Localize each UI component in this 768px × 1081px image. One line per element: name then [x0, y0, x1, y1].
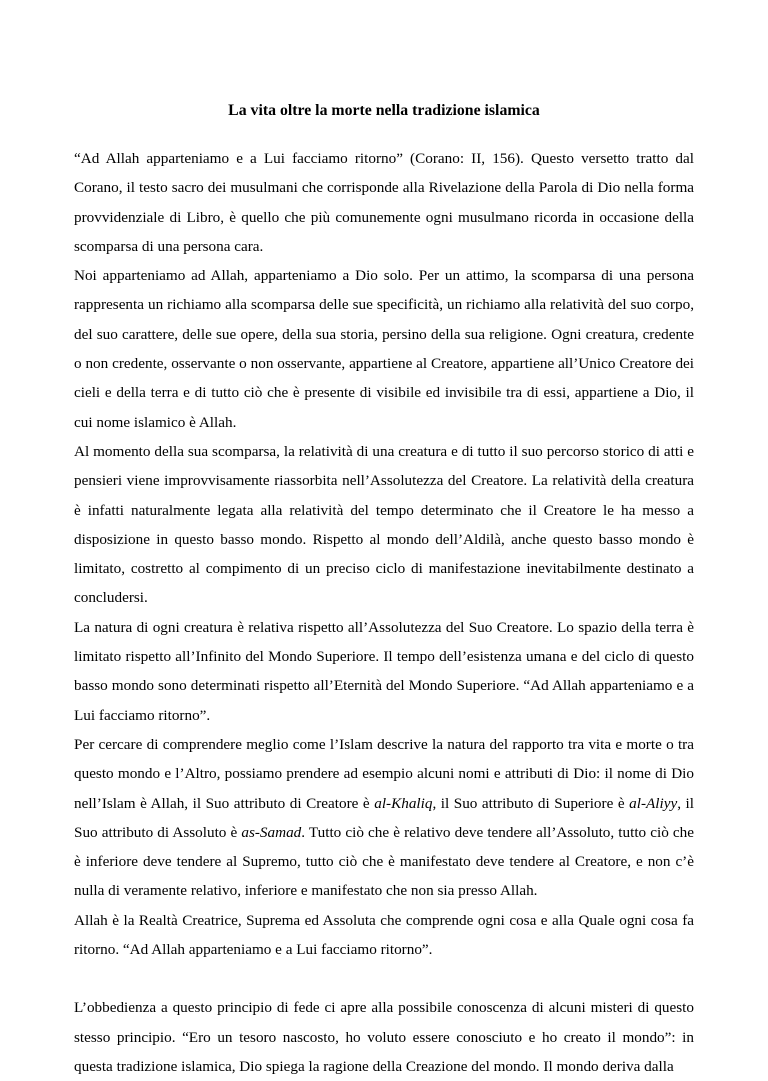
paragraph: [74, 993, 694, 1081]
paragraph: [74, 906, 694, 965]
italic-term: al-Khaliq: [374, 794, 433, 812]
document-page: [74, 96, 694, 1081]
text-run: Noi apparteniamo ad Allah, apparteniamo a Dio solo. Per un attimo, la scomparsa di una persona rappresenta un richiamo alla scomparsa delle sue specificità, un richiamo alla relatività del suo corpo, del suo carattere, delle sue opere, della sua storia, persino della sua religione. Ogni creatura, credente o non credente, osservante o non osservante, appartiene al Creatore, appartiene all’Unico Creatore dei cieli e della terra e di tutto ciò che è presente di visibile ed invisibile tra di essi, appartiene a Dio, il cui nome islamico è Allah.: [74, 267, 694, 431]
text-run: , il Suo attributo di Superiore è: [432, 794, 630, 812]
text-run: . Tutto ciò che è relativo deve tendere all’Assoluto, tutto ciò che è inferiore deve tendere al Supremo, tutto ciò che è manifestato deve tendere al Creatore, e non c’è nulla di veramente relativo, inferiore e manifestato che non sia presso Allah.: [74, 823, 694, 900]
text-run: L’obbedienza a questo principio di fede ci apre alla possibile conoscenza di alcuni misteri di questo stesso principio. “Ero un tesoro nascosto, ho voluto essere conosciuto e ho creato il mondo”: in questa tradizione islamica, Dio spiega la ragione della Creazione del mondo. Il mondo deriva dalla: [74, 999, 694, 1075]
text-run: Al momento della sua scomparsa, la relatività di una creatura e di tutto il suo percorso storico di atti e pensieri viene improvvisamente riassorbita nell’Assolutezza del Creatore. La relatività della creatura è infatti naturalmente legata alla relatività del tempo determinato che il Creatore le ha messo a disposizione in questo basso mondo. Rispetto al mondo dell’Aldilà, anche questo basso mondo è limitato, costretto al compimento di un preciso ciclo di manifestazione inevitabilmente destinato a concludersi.: [74, 442, 694, 607]
text-run: Allah è la Realtà Creatrice, Suprema ed Assoluta che comprende ogni cosa e alla Quale ogni cosa fa ritorno. “Ad Allah apparteniamo e a Lui facciamo ritorno”.: [74, 911, 694, 959]
text-run: “Ad Allah apparteniamo e a Lui facciamo ritorno” (Corano: II, 156). Questo versetto tratto dal Corano, il testo sacro dei musulmani che corrisponde alla Rivelazione della Parola di Dio nella forma provvidenziale di Libro, è quello che più comunemente ogni musulmano ricorda in occasione della scomparsa di una persona cara.: [74, 150, 694, 255]
paragraph: [74, 261, 694, 437]
document-body: [74, 144, 694, 1081]
paragraph-spacer: [74, 964, 694, 993]
text-run: Per cercare di comprendere meglio come l’Islam descrive la natura del rapporto tra vita e morte o tra questo mondo e l’Altro, possiamo prendere ad esempio alcuni nomi e attributi di Dio: il nome di Dio nell’Islam è Allah, il Suo attributo di Creatore è: [74, 735, 694, 812]
paragraph: [74, 730, 694, 906]
paragraph: [74, 144, 694, 261]
italic-term: as-Samad: [241, 823, 302, 841]
text-run: La natura di ogni creatura è relativa rispetto all’Assolutezza del Suo Creatore. Lo spazio della terra è limitato rispetto all’Infinito del Mondo Superiore. Il tempo dell’esistenza umana e del ciclo di questo basso mondo sono determinati rispetto all’Eternità del Mondo Superiore. “Ad Allah apparteniamo e a Lui facciamo ritorno”.: [74, 618, 694, 724]
italic-term: al-Aliyy: [629, 794, 678, 812]
text-run: , il Suo attributo di Assoluto è: [74, 794, 694, 841]
document-title: La vita oltre la morte nella tradizione islamica: [228, 102, 540, 119]
paragraph: [74, 437, 694, 613]
paragraph: [74, 613, 694, 730]
